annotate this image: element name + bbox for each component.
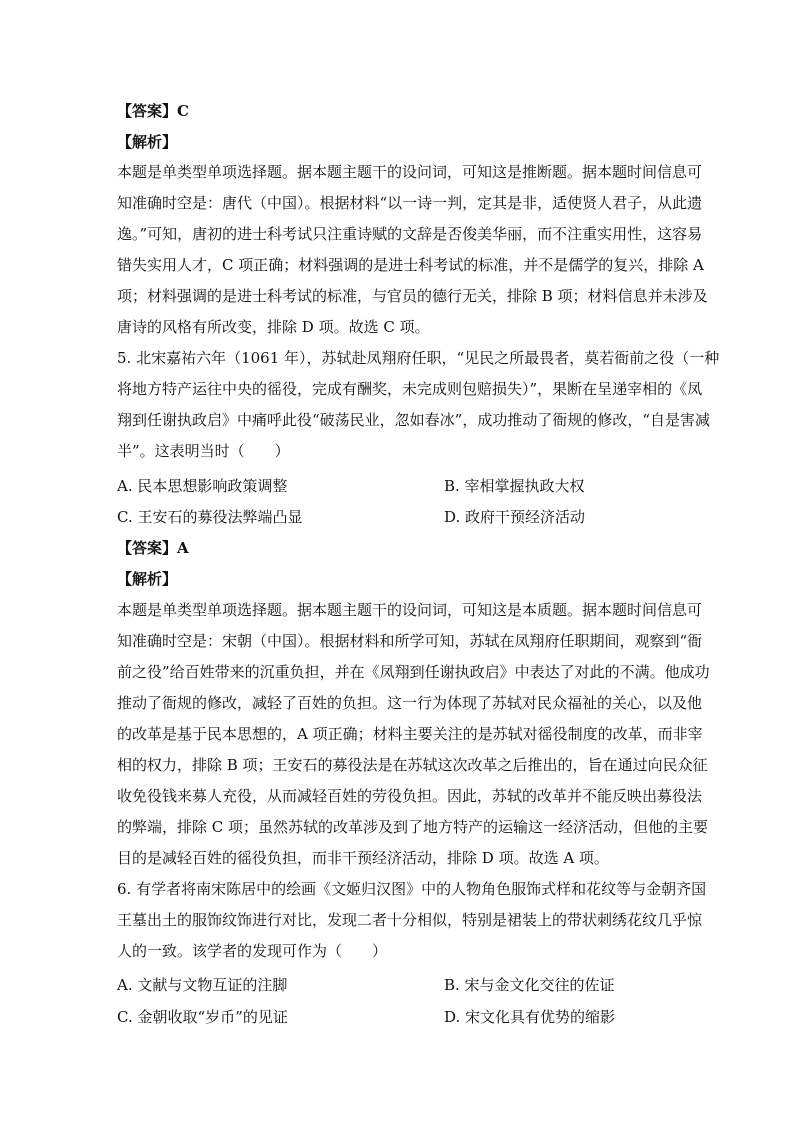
q5-answer: 【答案】A [117, 539, 189, 557]
q5-stem-line: 半”。这表明当时（ ） [117, 442, 290, 460]
q5-analysis-line: 目的是减轻百姓的徭役负担，而非干预经济活动，排除 D 项。故选 A 项。 [117, 849, 609, 867]
q6-option-c: C. 金朝收取“岁币”的见证 [117, 1008, 288, 1026]
q5-option-b: B. 宰相掌握执政大权 [444, 477, 585, 495]
q5-analysis-line: 本题是单类型单项选择题。据本题主题干的设问词，可知这是本质题。据本题时间信息可 [117, 601, 703, 619]
q5-analysis-line: 相的权力，排除 B 项；王安石的募役法是在苏轼这次改革之后推出的，旨在通过向民众征 [117, 756, 708, 774]
q4-analysis-heading: 【解析】 [117, 133, 178, 151]
q6-option-b: B. 宋与金文化交往的佐证 [444, 976, 615, 994]
q5-analysis-line: 的改革是基于民本思想的，A 项正确；材料主要关注的是苏轼对徭役制度的改革，而非宰 [117, 725, 703, 743]
q5-option-d: D. 政府干预经济活动 [444, 508, 586, 526]
q5-stem-line: 翔到任谢执政启》中痛呼此役“破荡民业，忽如春冰”，成功推动了衙规的修改，“自是害减 [117, 411, 711, 429]
q6-stem-line: 王墓出土的服饰纹饰进行对比，发现二者十分相似，特别是裙装上的带状刺绣花纹几乎惊 [117, 911, 703, 929]
q5-analysis-line: 知准确时空是：宋朝（中国）。根据材料和所学可知，苏轼在凤翔府任职期间，观察到“衙 [117, 632, 703, 650]
q5-stem-line: 将地方特产运往中央的徭役，完成有酬奖，未完成则包赔损失）”，果断在呈递宰相的《凤 [117, 380, 703, 398]
q4-analysis-line: 逸。”可知，唐初的进士科考试只注重诗赋的文辞是否俊美华丽，而不注重实用性，这容易 [117, 225, 703, 243]
q5-option-a: A. 民本思想影响政策调整 [117, 477, 288, 495]
q6-option-a: A. 文献与文物互证的注脚 [117, 976, 288, 994]
q5-analysis-line: 前之役”给百姓带来的沉重负担，并在《凤翔到任谢执政启》中表达了对此的不满。他成功 [117, 663, 710, 681]
q6-option-d: D. 宋文化具有优势的缩影 [444, 1008, 616, 1026]
q5-analysis-line: 收免役钱来募人充役，从而减轻百姓的劳役负担。因此，苏轼的改革并不能反映出募役法 [117, 787, 703, 805]
q4-analysis-line: 知准确时空是：唐代（中国）。根据材料“以一诗一判，定其是非，适使贤人君子，从此遗 [117, 194, 703, 212]
q4-analysis-line: 项；材料强调的是进士科考试的标准，与官员的德行无关，排除 B 项；材料信息并未涉及 [117, 287, 708, 305]
q5-option-c: C. 王安石的募役法弊端凸显 [117, 508, 303, 526]
q5-stem-line: 5. 北宋嘉祐六年（1061 年），苏轼赴凤翔府任职，“见民之所最畏者，莫若衙前之役（一种 [117, 349, 720, 367]
q4-analysis-line: 错失实用人才，C 项正确；材料强调的是进士科考试的标准，并不是儒学的复兴，排除 A [117, 256, 704, 274]
q4-analysis-line: 本题是单类型单项选择题。据本题主题干的设问词，可知这是推断题。据本题时间信息可 [117, 163, 703, 181]
q4-analysis-line: 唐诗的风格有所改变，排除 D 项。故选 C 项。 [117, 318, 430, 336]
q6-stem-line: 6. 有学者将南宋陈居中的绘画《文姬归汉图》中的人物角色服饰式样和花纹等与金朝齐国 [117, 880, 707, 898]
q5-analysis-line: 的弊端，排除 C 项；虽然苏轼的改革涉及到了地方特产的运输这一经济活动，但他的主要 [117, 818, 709, 836]
q4-answer: 【答案】C [117, 102, 189, 120]
q5-analysis-line: 推动了衙规的修改，减轻了百姓的负担。这一行为体现了苏轼对民众福祉的关心，以及他 [117, 694, 703, 712]
q6-stem-line: 人的一致。该学者的发现可作为（ ） [117, 942, 388, 960]
q5-analysis-heading: 【解析】 [117, 570, 178, 588]
